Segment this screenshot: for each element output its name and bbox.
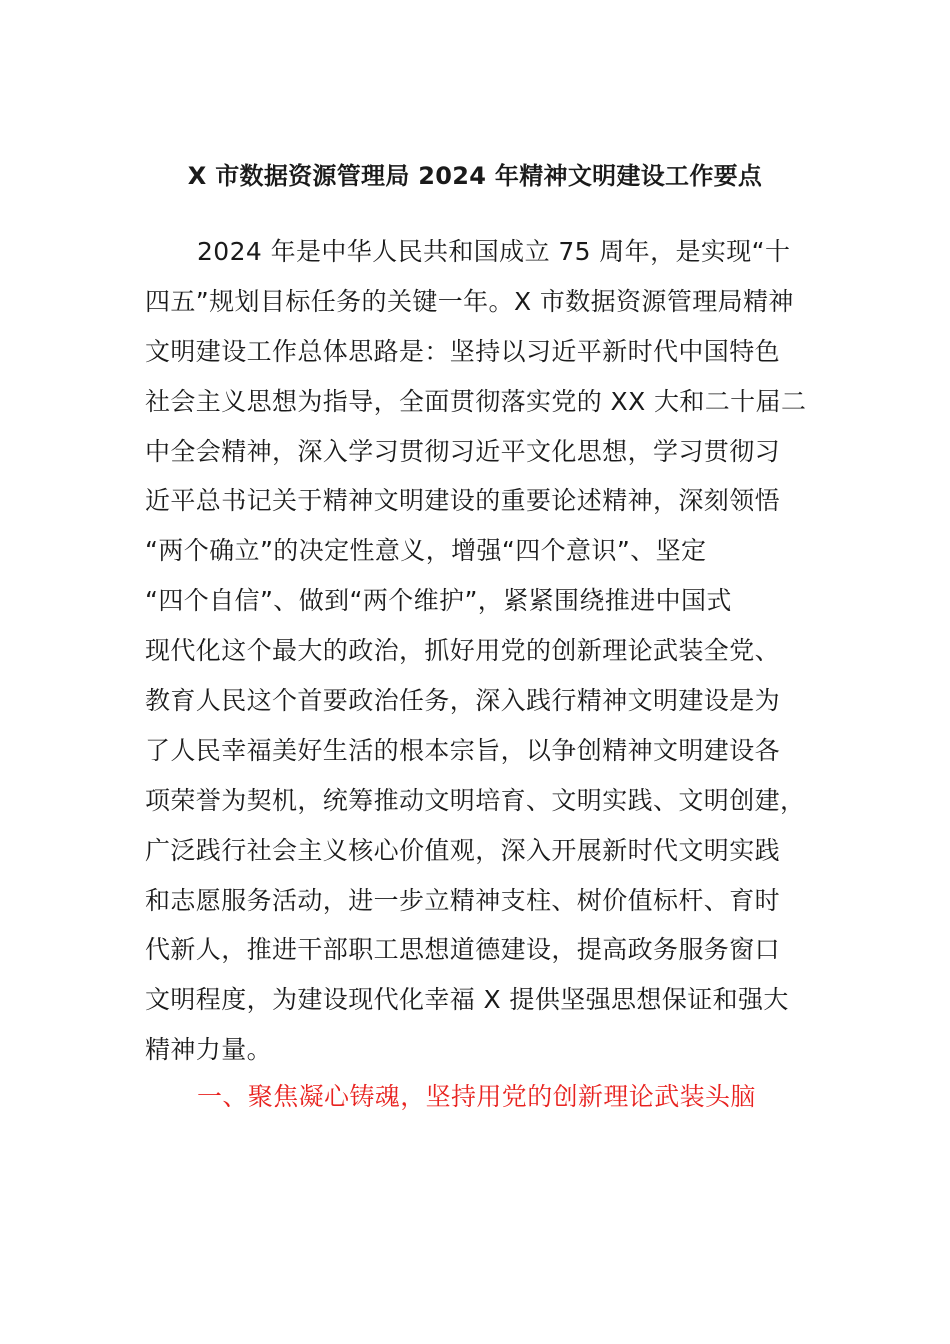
paragraph-line: “两个确立”的决定性意义，增强“四个意识”、坚定	[145, 536, 707, 566]
section-heading-1: 一、聚焦凝心铸魂，坚持用党的创新理论武装头脑	[197, 1082, 756, 1111]
paragraph-line: 精神力量。	[145, 1035, 273, 1065]
paragraph-line: 中全会精神，深入学习贯彻习近平文化思想，学习贯彻习	[145, 436, 781, 466]
paragraph-line: 社会主义思想为指导，全面贯彻落实党的 XX 大和二十届二	[145, 386, 807, 416]
paragraph-line: 项荣誉为契机，统筹推动文明培育、文明实践、文明创建，	[145, 785, 806, 815]
paragraph-line: 和志愿服务活动，进一步立精神支柱、树价值标杆、育时	[145, 885, 781, 915]
paragraph-line: 广泛践行社会主义核心价值观，深入开展新时代文明实践	[145, 835, 781, 865]
paragraph-line: 了人民幸福美好生活的根本宗旨，以争创精神文明建设各	[145, 735, 781, 765]
paragraph-line: 文明建设工作总体思路是：坚持以习近平新时代中国特色	[145, 336, 781, 366]
document-title: X 市数据资源管理局 2024 年精神文明建设工作要点	[187, 162, 763, 190]
paragraph-line: 文明程度，为建设现代化幸福 X 提供坚强思想保证和强大	[145, 985, 789, 1015]
paragraph-line: 现代化这个最大的政治，抓好用党的创新理论武装全党、	[145, 636, 781, 666]
paragraph-line: 四五”规划目标任务的关键一年。X 市数据资源管理局精神	[145, 286, 794, 316]
intro-paragraph	[145, 227, 805, 1075]
paragraph-line: 近平总书记关于精神文明建设的重要论述精神，深刻领悟	[145, 486, 781, 516]
paragraph-line: 2024 年是中华人民共和国成立 75 周年，是实现“十	[197, 237, 791, 266]
paragraph-line: “四个自信”、做到“两个维护”，紧紧围绕推进中国式	[145, 586, 732, 616]
paragraph-line: 教育人民这个首要政治任务，深入践行精神文明建设是为	[145, 686, 781, 716]
paragraph-line: 代新人，推进干部职工思想道德建设，提高政务服务窗口	[145, 935, 781, 965]
